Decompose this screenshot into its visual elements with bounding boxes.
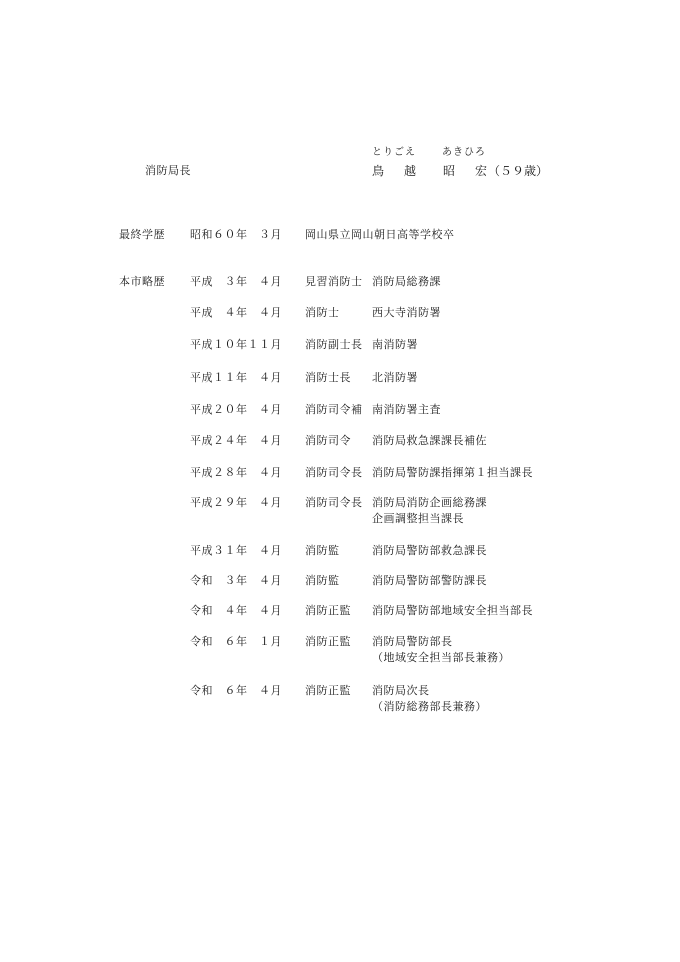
- name-given-char-1: 昭: [443, 164, 456, 178]
- career-date: 平成２８年 ４月: [190, 466, 282, 479]
- career-date: 平成１０年１１月: [190, 338, 282, 351]
- career-row: [0, 634, 680, 668]
- career-rank: 消防司令長: [305, 496, 363, 509]
- name-family-char-2: 越: [404, 164, 417, 178]
- name-family-char-1: 鳥: [372, 164, 385, 178]
- career-post: 消防局警防部地域安全担当部長: [372, 604, 533, 617]
- career-post: 消防局警防部長: [372, 635, 453, 648]
- career-post: 消防局総務課: [372, 275, 441, 288]
- name-furigana-given: あきひろ: [442, 147, 486, 158]
- career-rank: 消防正監: [305, 635, 351, 648]
- career-date: 令和 ６年 ４月: [190, 684, 282, 697]
- career-date: 令和 ４年 ４月: [190, 604, 282, 617]
- career-post: 西大寺消防署: [372, 306, 441, 319]
- career-post-line2: （地域安全担当部長兼務）: [372, 651, 510, 664]
- career-date: 平成２０年 ４月: [190, 403, 282, 416]
- career-row: [0, 543, 680, 577]
- career-rank: 消防司令長: [305, 466, 363, 479]
- career-post-line2: 企画調整担当課長: [372, 512, 464, 525]
- career-row: [0, 370, 680, 404]
- career-date: 平成３１年 ４月: [190, 544, 282, 557]
- career-date: 令和 ３年 ４月: [190, 574, 282, 587]
- career-post: 消防局救急課課長補佐: [372, 434, 487, 447]
- education-school: 岡山県立岡山朝日高等学校卒: [305, 228, 455, 241]
- career-rank: 見習消防士: [305, 275, 363, 288]
- career-date: 平成 ３年 ４月: [190, 275, 282, 288]
- career-rank: 消防士: [305, 306, 340, 319]
- career-label: 本市略歴: [119, 275, 165, 288]
- career-date: 平成２４年 ４月: [190, 434, 282, 447]
- career-date: 令和 ６年 １月: [190, 635, 282, 648]
- career-post: 北消防署: [372, 371, 418, 384]
- career-post: 消防局警防部警防課長: [372, 574, 487, 587]
- career-row: [0, 683, 680, 717]
- career-row: [0, 305, 680, 339]
- career-rank: 消防監: [305, 544, 340, 557]
- career-row: [0, 573, 680, 607]
- career-row: [0, 603, 680, 637]
- career-row: [0, 433, 680, 467]
- career-rank: 消防監: [305, 574, 340, 587]
- career-post: 消防局次長: [372, 684, 430, 697]
- career-post: 南消防署: [372, 338, 418, 351]
- career-post-line2: （消防総務部長兼務）: [372, 700, 487, 713]
- career-date: 平成１１年 ４月: [190, 371, 282, 384]
- career-post: 消防局警防課指揮第１担当課長: [372, 466, 533, 479]
- career-date: 平成２９年 ４月: [190, 496, 282, 509]
- career-row: [0, 402, 680, 436]
- career-rank: 消防正監: [305, 684, 351, 697]
- career-rank: 消防司令補: [305, 403, 363, 416]
- career-rank: 消防副士長: [305, 338, 363, 351]
- career-row: [0, 465, 680, 499]
- education-label: 最終学歴: [119, 228, 165, 241]
- career-post: 消防局消防企画総務課: [372, 496, 487, 509]
- career-rank: 消防司令: [305, 434, 351, 447]
- name-age: （５９歳）: [488, 164, 549, 178]
- career-rank: 消防士長: [305, 371, 351, 384]
- career-row: [0, 337, 680, 371]
- name-given-char-2: 宏: [475, 164, 488, 178]
- career-row: [0, 274, 680, 308]
- position-title: 消防局長: [145, 164, 191, 177]
- career-date: 平成 ４年 ４月: [190, 306, 282, 319]
- name-furigana-family: とりごえ: [372, 147, 416, 158]
- career-row: [0, 495, 680, 529]
- career-post: 南消防署主査: [372, 403, 441, 416]
- career-post: 消防局警防部救急課長: [372, 544, 487, 557]
- education-date: 昭和６０年 ３月: [190, 228, 282, 241]
- career-rank: 消防正監: [305, 604, 351, 617]
